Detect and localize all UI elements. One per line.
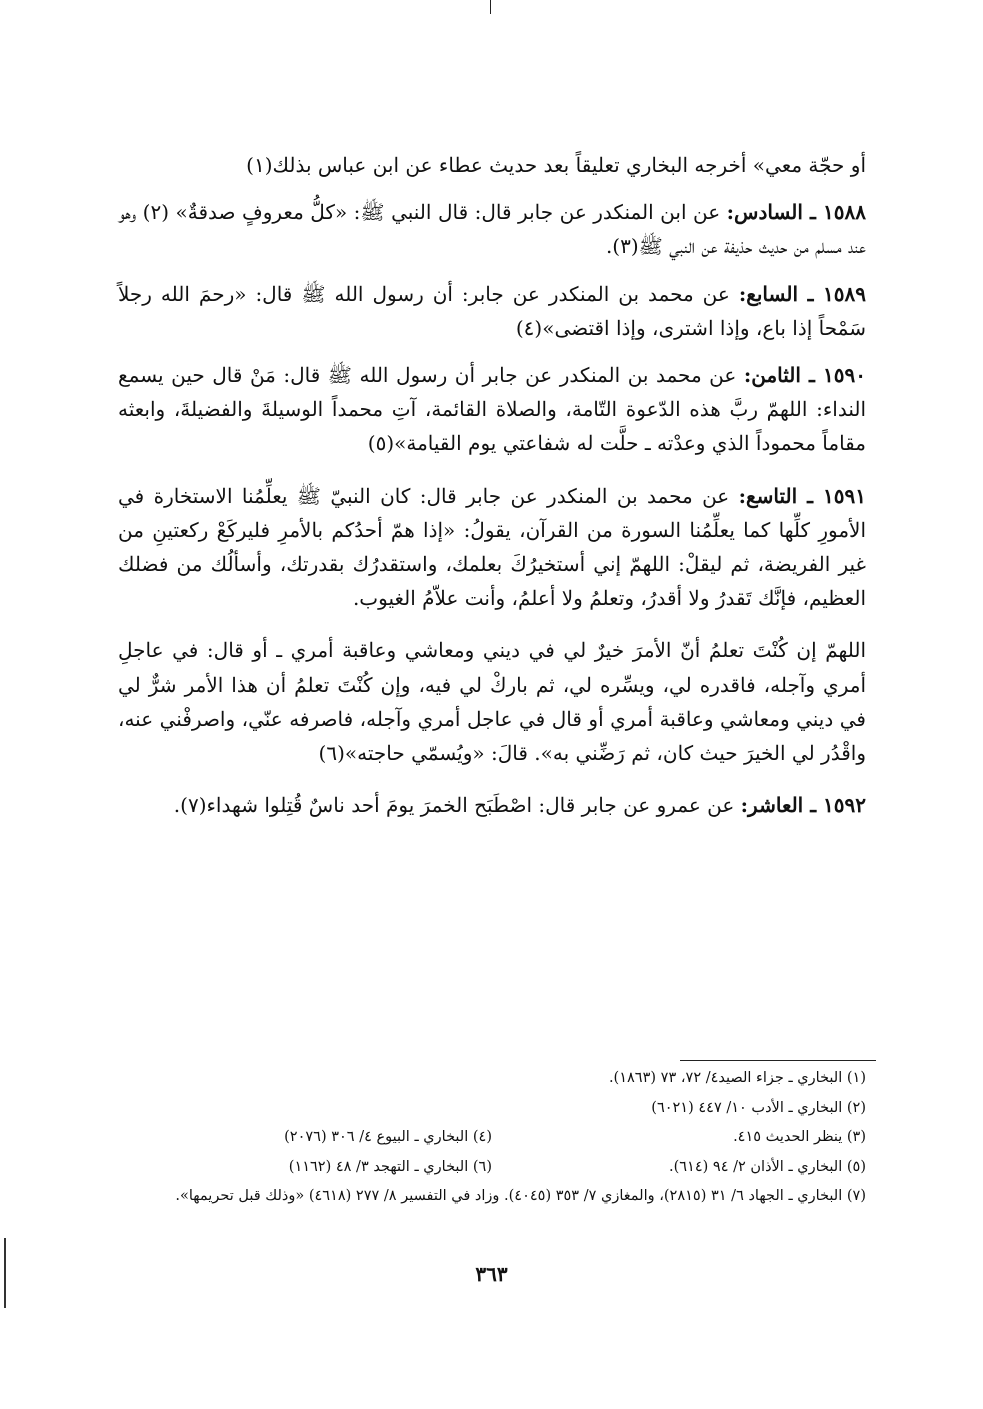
entry-text: عن عمرو عن جابر قال: اصْطَبَح الخمرَ يومَ أحد ناسٌ قُتِلوا شهداء(٧). [173,793,741,818]
footnote-7: (٧) البخاري ـ الجهاد ٦/ ٣١ (٢٨١٥)، والمغازي ٧/ ٣٥٣ (٤٠٤٥). وزاد في التفسير ٨/ ٢٧٧ (٤٦١٨) «وذلك قبل تحريمها». [175,1188,866,1204]
entry-text: عن محمد بن المنكدر عن جابر أن رسول الله ﷺ قال: مَنْ قال حين يسمع النداء: اللهمّ ربَّ هذه الدّعوة التّامة، والصلاة القائمة، آتِ محمداً الوسيلةَ والفضيلةَ، وابعثه مقاماً محموداً الذي وعدْته ـ حلَّت له شفاعتي يوم القيامة»(٥) [118,363,866,456]
entry-continuation [118,148,866,182]
entry-1588 [118,195,866,263]
main-text [118,148,866,835]
entry-1592 [118,788,866,822]
entry-number: ١٥٨٩ [823,281,866,306]
footnote-3: (٣) ينظر الحديث ٤١٥. [733,1129,866,1145]
entry-label: ـ السابع: [738,281,824,306]
entry-text: عن محمد بن المنكدر عن جابر: أن رسول الله ﷺ قال: «رحمَ الله رجلاً سَمْحاً إذا باع، وإذا اشترى، وإذا اقتضى»(٤) [118,281,866,340]
footnotes [118,1064,866,1212]
entry-1589 [118,277,866,345]
entry-label: ـ الثامن: [743,363,824,388]
entry-label: ـ التاسع: [738,483,824,508]
footnote-6: (٦) البخاري ـ التهجد ٣/ ٤٨ (١١٦٢) [288,1158,492,1175]
entry-label: ـ السادس: [726,200,824,225]
page-number: ٣٦٣ [475,1262,508,1286]
footnote-row [118,1153,866,1183]
entry-text: أو حجّة معي» أخرجه البخاري تعليقاً بعد حديث عطاء عن ابن عباس بذلك(١) [246,153,866,177]
footnote-row [118,1123,866,1153]
entry-text: عن محمد بن المنكدر عن جابر قال: كان النبيّ ﷺ يعلِّمُنا الاستخارة في الأمورِ كلِّها كما يعلِّمُنا السورة من القرآن، يقولُ: «إذا همّ أحدُكم بالأمرِ فليركَعْ ركعتينِ من غير الفريضة، ثم ليقلْ: اللهمّ إني أستخيرُكَ بعلمك، واستقدرُك بقدرتك، وأسألُك من فضلك العظيم، فإنَّك تَقدرُ ولا أقدرُ، وتعلمُ ولا أعلمُ، وأنت علاّمُ الغيوب. [118,483,866,611]
footnote-1: (١) البخاري ـ جزاء الصيد٤/ ٧٢، ٧٣ (١٨٦٣). [608,1070,866,1086]
entry-text: اللهمّ إن كُنْتَ تعلمُ أنّ الأمرَ خيرٌ لي في ديني ومعاشي وعاقبة أمري ـ أو قال: في عاجلِ أمري وآجله، فاقدره لي، ويسِّره لي، ثم باركْ لي فيه، وإن كُنْتَ تعلمُ أن هذا الأمر شرٌّ لي في ديني ومعاشي وعاقبة أمري أو قال في عاجل أمري وآجله، فاصرفه عنّي، واصرفْني عنه، واقْدُر لي الخيرَ حيث كان، ثم رَضِّني به». قالَ: «ويُسمّي حاجته»(٦) [118,638,866,766]
footnote-2: (٢) البخاري ـ الأدب ١٠/ ٤٤٧ (٦٠٢١) [651,1099,866,1116]
entry-1591-continuation [118,633,866,770]
top-scan-mark [490,0,491,14]
footnote-4: (٤) البخاري ـ البيوع ٤/ ٣٠٦ (٢٠٧٦) [284,1129,492,1145]
entry-1591 [118,479,866,616]
footnote-divider [680,1060,876,1061]
entry-number: ١٥٩١ [823,483,866,508]
entry-number: ١٥٩٠ [823,363,866,388]
entry-number: ١٥٩٢ [823,793,866,818]
entry-1590 [118,358,866,461]
entry-text: عن ابن المنكدر عن جابر قال: قال النبي ﷺ: «كلُّ معروفٍ صدقةٌ» (٢) وهو عند مسلم من حديث حذيفة عن النبي ﷺ(٣). [118,200,866,259]
entry-label: ـ العاشر: [740,793,824,818]
footnote-5: (٥) البخاري ـ الأذان ٢/ ٩٤ (٦١٤). [668,1158,866,1175]
entry-number: ١٥٨٨ [823,200,866,225]
